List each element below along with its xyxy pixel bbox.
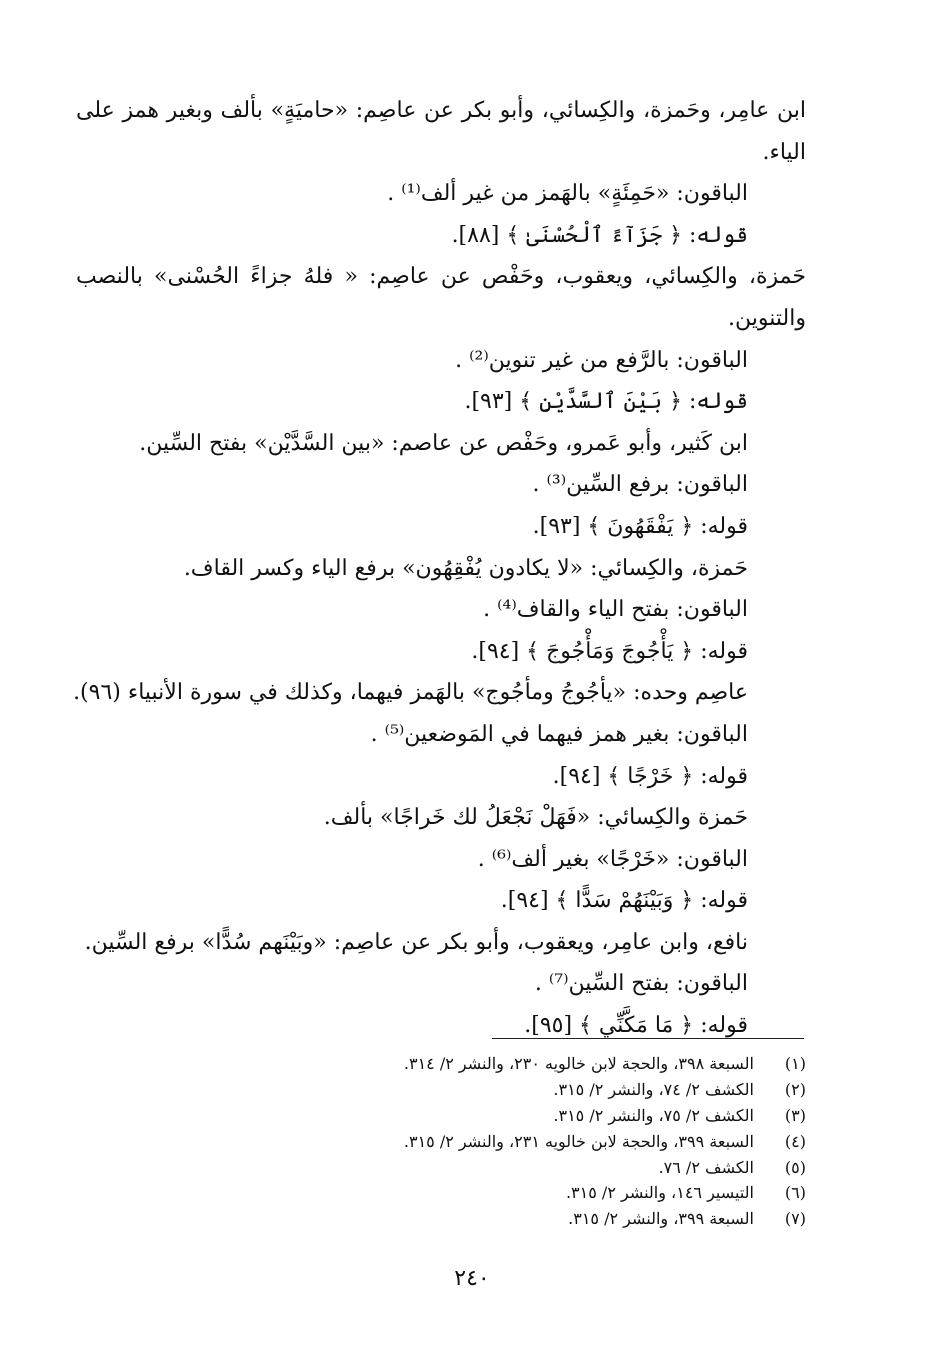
text-line: نافع، وابن عامِر، ويعقوب، وأبو بكر عن عاصِم: «وبَيْنَهم سُدًّا» برفع السِّين. (84, 929, 748, 955)
text-line: حَمزة، والكِسائي، ويعقوب، وحَفْص عن عاصِم: « فلهُ جزاءً الحُسْنى» بالنصب (76, 264, 806, 290)
footnote (206, 1155, 806, 1181)
text-line: ابن كَثير، وأبو عَمرو، وحَفْص عن عاصم: «بين السَّدَّيْن» بفتح السِّين. (139, 430, 748, 456)
text-line: قوله: ﴿ جَزَآءً ٱلْحُسْنَىٰ ﴾ [٨٨]. (451, 222, 748, 248)
text-line: الياء. (762, 139, 806, 165)
text-line: ابن عامِر، وحَمزة، والكِسائي، وأبو بكر عن عاصِم: «حاميَةٍ» بألف وبغير همز على (76, 98, 806, 123)
footnote-separator (492, 1038, 804, 1039)
text-line: والتنوين. (728, 305, 806, 331)
text-line: قوله: ﴿ خَرْجًا ﴾ [٩٤]. (552, 763, 748, 789)
footnote-text: الكشف ٢/ ٧٤، والنشر ٢/ ٣١٥. (553, 1079, 754, 1099)
footnote (206, 1180, 806, 1206)
text-line: الباقون: «حَمِئَةٍ» بالهَمز من غير ألف⁽¹⁾ . (387, 181, 748, 207)
footnote-text: السبعة ٣٩٩، والنشر ٢/ ٣١٥. (568, 1209, 754, 1229)
footnote-number: (٢) (784, 1079, 806, 1099)
text-line: حَمزة، والكِسائي: «لا يكادون يُفْقِهُون» برفع الياء وكسر القاف. (183, 555, 748, 581)
main-text (73, 90, 806, 1047)
text-line: قوله: ﴿ يَأْجُوجَ وَمَأْجُوجَ ﴾ [٩٤]. (471, 638, 748, 664)
footnote (206, 1206, 806, 1232)
footnote-number: (٥) (784, 1157, 806, 1177)
footnote (206, 1051, 806, 1077)
footnotes (206, 1051, 806, 1232)
text-line: الباقون: بفتح السِّين⁽⁷⁾ . (534, 971, 748, 997)
footnote-text: التيسير ١٤٦، والنشر ٢/ ٣١٥. (565, 1183, 754, 1203)
footnote-number: (٧) (784, 1209, 806, 1229)
footnote-number: (٤) (784, 1131, 806, 1151)
footnote-text: الكشف ٢/ ٧٦. (658, 1157, 754, 1177)
footnote-text: السبعة ٣٩٩، والحجة لابن خالويه ٢٣١، والنشر ٢/ ٣١٥. (403, 1131, 754, 1151)
text-line: الباقون: برفع السِّين⁽³⁾ . (532, 472, 748, 498)
text-line: قوله: ﴿ وَبَيْنَهُمْ سَدًّا ﴾ [٩٤]. (500, 888, 748, 914)
footnote (206, 1103, 806, 1129)
footnote-text: الكشف ٢/ ٧٥، والنشر ٢/ ٣١٥. (553, 1105, 754, 1125)
footnote-number: (٣) (784, 1105, 806, 1125)
text-line: قوله: ﴿ بَيْنَ ٱلسَّدَّيْنِ ﴾ [٩٣]. (464, 389, 748, 415)
page-number: ٢٤٠ (454, 1266, 490, 1291)
text-line: الباقون: بالرَّفع من غير تنوين⁽²⁾ . (455, 347, 748, 373)
footnote (206, 1129, 806, 1155)
footnote-number: (١) (784, 1054, 806, 1073)
footnote-number: (٦) (784, 1183, 806, 1203)
text-line: قوله: ﴿ يَفْقَهُونَ ﴾ [٩٣]. (532, 513, 748, 539)
text-line: حَمزة والكِسائي: «فَهَلْ نَجْعَلُ لك خَراجًا» بألف. (323, 805, 748, 831)
footnote (206, 1077, 806, 1103)
text-line: الباقون: «خَرْجًا» بغير ألف⁽⁶⁾ . (477, 846, 748, 872)
text-line: قوله: ﴿ مَا مَكَّنِّي ﴾ [٩٥]. (524, 1013, 748, 1039)
text-line: الباقون: بفتح الياء والقاف⁽⁴⁾ . (483, 597, 748, 623)
text-line: عاصِم وحده: «يأجُوجُ ومأجُوج» بالهَمز فيهما، وكذلك في سورة الأنبياء (٩٦). (73, 680, 748, 706)
footnote-text: السبعة ٣٩٨، والحجة لابن خالويه ٢٣٠، والنشر ٢/ ٣١٤. (403, 1054, 754, 1073)
text-line: الباقون: بغير همز فيهما في المَوضعين⁽⁵⁾ . (370, 721, 748, 747)
